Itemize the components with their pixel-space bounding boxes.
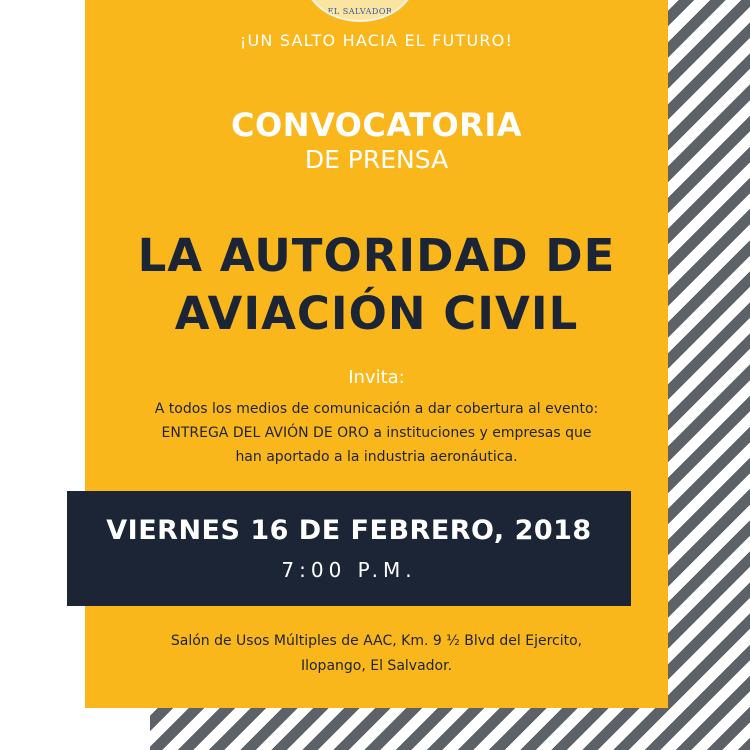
organization-title-line-1: LA AUTORIDAD DE (137, 229, 616, 282)
description-line-2: ENTREGA DEL AVIÓN DE ORO a instituciones y empresas que (161, 425, 592, 441)
event-time: 7:00 P.M. (281, 558, 417, 582)
event-date-banner (67, 491, 631, 606)
convocatoria-title: CONVOCATORIA (231, 106, 522, 144)
slogan: ¡UN SALTO HACIA EL FUTURO! (239, 31, 514, 50)
organization-title (85, 227, 668, 343)
seal-text: EL SALVADOR (327, 7, 393, 16)
invitation-description (85, 397, 668, 469)
convocatoria-subtitle: DE PRENSA (304, 145, 449, 174)
event-venue (85, 629, 668, 679)
description-line-1: A todos los medios de comunicación a dar cobertura al evento: (154, 401, 599, 417)
venue-line-1: Salón de Usos Múltiples de AAC, Km. 9 ½ Blvd del Ejercito, (170, 633, 583, 649)
event-date: VIERNES 16 DE FEBRERO, 2018 (106, 515, 592, 546)
organization-title-line-2: AVIACIÓN CIVIL (174, 287, 579, 340)
venue-line-2: Ilopango, El Salvador. (300, 658, 453, 674)
description-line-3: han aportado a la industria aeronáutica. (235, 449, 518, 465)
invitation-label: Invita: (348, 367, 405, 388)
